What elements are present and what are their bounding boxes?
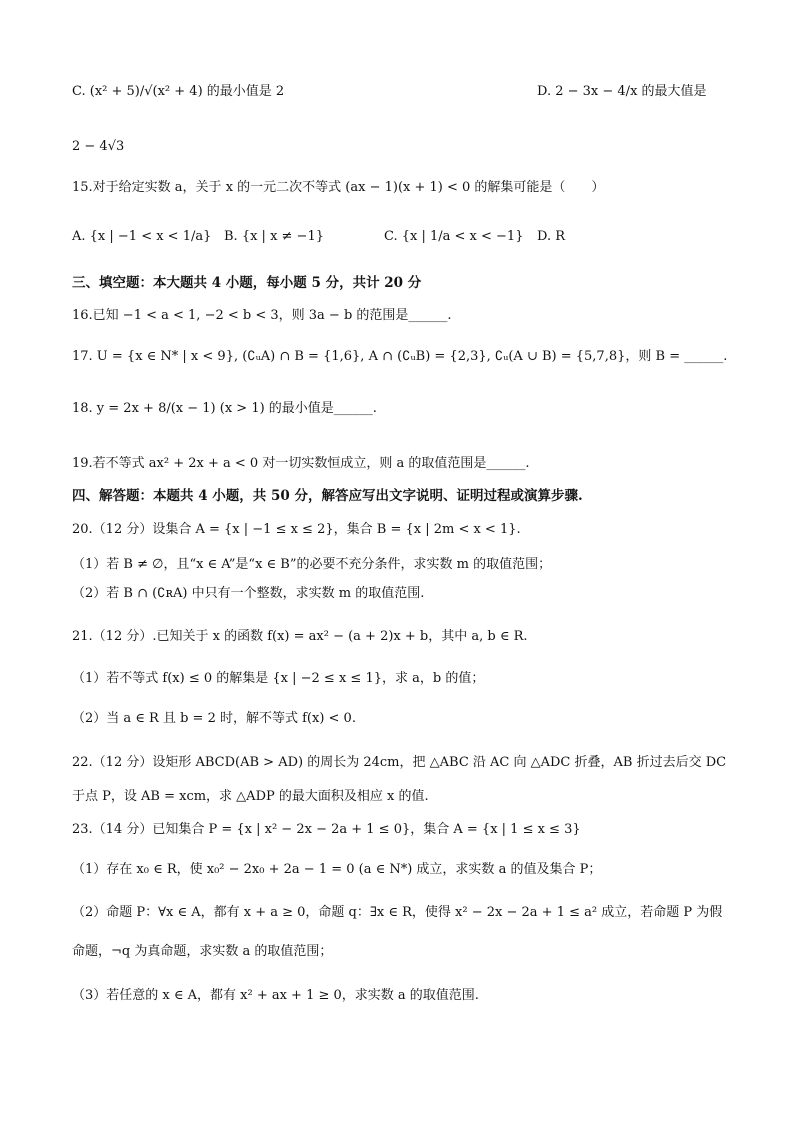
q18: 18. y = 2x + 8/(x − 1) (x > 1) 的最小值是______. (72, 401, 377, 416)
q15-option-c: C. {x | 1/a < x < −1} (384, 229, 524, 244)
q23-part3: （3）若任意的 x ∈ A，都有 x² + ax + 1 ≥ 0，求实数 a 的取值范围. (72, 988, 479, 1003)
q15-option-d: D. R (537, 229, 566, 244)
q22-line2: 于点 P，设 AB = xcm，求 △ADP 的最大面积及相应 x 的值. (72, 789, 429, 804)
q20-stem: 20.（12 分）设集合 A = {x | −1 ≤ x ≤ 2}，集合 B = {x | 2m < x < 1}. (72, 522, 521, 537)
q23-part1: （1）存在 x₀ ∈ R，使 x₀² − 2x₀ + 2a − 1 = 0 (a ∈ N*) 成立，求实数 a 的值及集合 P； (72, 862, 602, 877)
q16: 16.已知 −1 < a < 1, −2 < b < 3，则 3a − b 的范围是______. (72, 308, 452, 323)
q23-part2-line1: （2）命题 P：∀x ∈ A，都有 x + a ≥ 0，命题 q：∃x ∈ R，使得 x² − 2x − 2a + 1 ≤ a² 成立，若命题 P 为假 (72, 905, 723, 920)
q14-option-d: D. 2 − 3x − 4/x 的最大值是 (537, 84, 707, 99)
q21-stem: 21.（12 分）.已知关于 x 的函数 f(x) = ax² − (a + 2)x + b，其中 a, b ∈ R. (72, 629, 528, 644)
section-answer-title: 四、解答题：本题共 4 小题，共 50 分，解答应写出文字说明、证明过程或演算步骤. (72, 488, 583, 504)
q23-part2-line2: 命题，¬q 为真命题，求实数 a 的取值范围； (72, 944, 333, 959)
section-fill-in-title: 三、填空题：本大题共 4 小题，每小题 5 分，共计 20 分 (72, 275, 422, 291)
q15-option-a: A. {x | −1 < x < 1/a} (72, 229, 212, 244)
q14-option-c: C. (x² + 5)/√(x² + 4) 的最小值是 2 (72, 84, 285, 99)
q19: 19.若不等式 ax² + 2x + a < 0 对一切实数恒成立，则 a 的取值范围是______. (72, 456, 530, 471)
q21-part2: （2）当 a ∈ R 且 b = 2 时，解不等式 f(x) < 0. (72, 711, 356, 726)
q15-option-b: B. {x | x ≠ −1} (224, 229, 324, 244)
q20-part1: （1）若 B ≠ ∅，且“x ∈ A”是“x ∈ B”的必要不充分条件，求实数 m 的取值范围； (72, 557, 552, 572)
q17: 17. U = {x ∈ N* | x < 9}, (∁ᵤA) ∩ B = {1,6}, A ∩ (∁ᵤB) = {2,3}, ∁ᵤ(A ∪ B) = {5,7,8}，则 B = ______. (72, 349, 728, 364)
q20-part2: （2）若 B ∩ (∁ʀA) 中只有一个整数，求实数 m 的取值范围. (72, 586, 425, 601)
q15-stem: 15.对于给定实数 a，关于 x 的一元二次不等式 (ax − 1)(x + 1) < 0 的解集可能是（ ） (72, 180, 605, 195)
q14-option-d-continued: 2 − 4√3 (72, 139, 125, 154)
q22-line1: 22.（12 分）设矩形 ABCD(AB > AD) 的周长为 24cm，把 △ABC 沿 AC 向 △ADC 折叠，AB 折过去后交 DC (72, 755, 727, 770)
q21-part1: （1）若不等式 f(x) ≤ 0 的解集是 {x | −2 ≤ x ≤ 1}，求 a，b 的值； (72, 671, 485, 686)
q23-stem: 23.（14 分）已知集合 P = {x | x² − 2x − 2a + 1 ≤ 0}，集合 A = {x | 1 ≤ x ≤ 3} (72, 822, 581, 837)
